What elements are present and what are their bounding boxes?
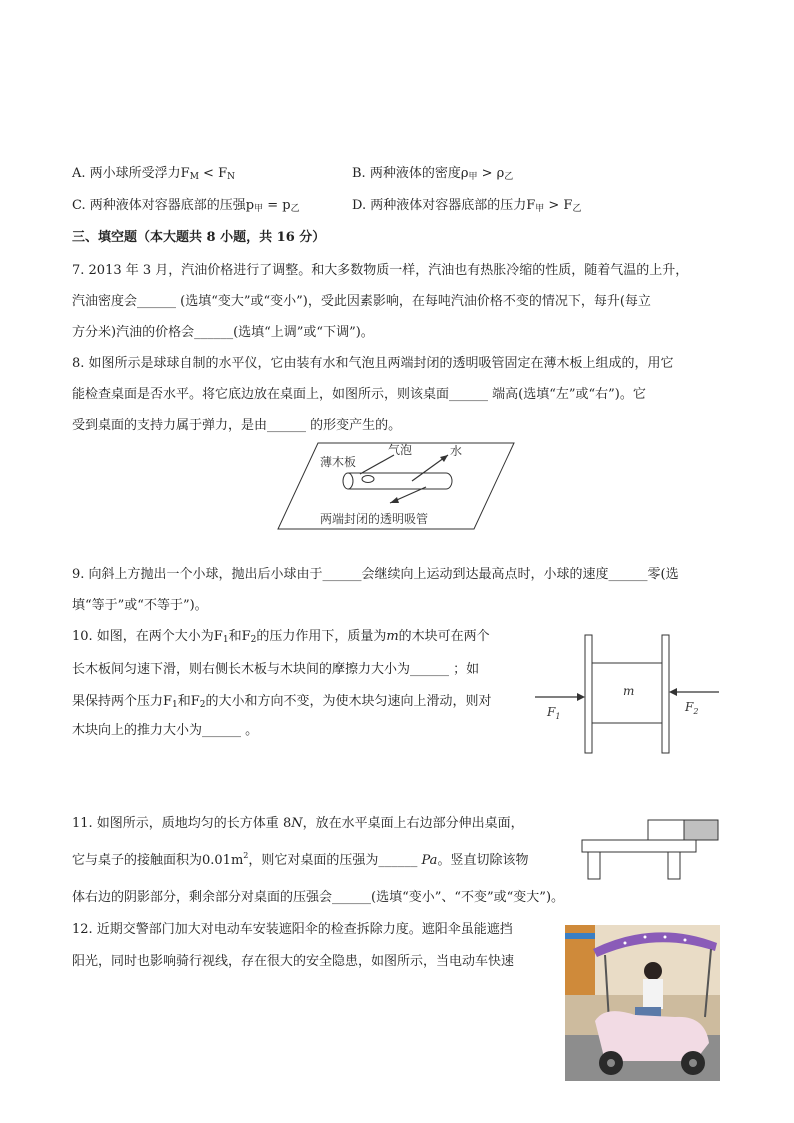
q11-table-figure — [578, 818, 723, 882]
option-a: A. 两小球所受浮力$F_M < F_N$ — [72, 166, 235, 182]
label-board: 薄木板 — [320, 455, 357, 469]
q10-line-3: 果保持两个压力$F_1$和$F_2$的大小和方向不变，为使木块匀速向上滑动，则对 — [72, 694, 492, 710]
q12-line-2: 阳光，同时也影响骑行视线，存在很大的安全隐患，如图所示，当电动车快速 — [72, 954, 515, 969]
label-bubble: 气泡 — [388, 443, 413, 457]
q8-line-3: 受到桌面的支持力属于弹力，是由______ 的形变产生的。 — [72, 418, 402, 433]
q11-line-3: 体右边的阴影部分，剩余部分对桌面的压强会______(选填“变小”、“不变”或“变大”)。 — [72, 890, 565, 905]
q8-level-figure — [278, 441, 518, 531]
q10-boards-figure — [533, 633, 723, 757]
q7-line-1: 7. 2013 年 3 月，汽油价格进行了调整。和大多数物质一样，汽油也有热胀冷缩的性质，随着气温的上升， — [72, 263, 689, 278]
q8-line-1: 8. 如图所示是球球自制的水平仪，它由装有水和气泡且两端封闭的透明吸管固定在薄木板上组成的，用它 — [72, 356, 674, 371]
q8-line-2: 能检查桌面是否水平。将它底边放在桌面上，如图所示，则该桌面______ 端高(选填“左”或“右”)。它 — [72, 387, 646, 402]
scooter-umbrella-photo — [565, 925, 720, 1081]
option-d: D. 两种液体对容器底部的压力$F_甲 > F_乙$ — [352, 198, 582, 214]
table-top — [582, 840, 696, 852]
tube-right-end — [446, 473, 452, 489]
right-board — [662, 635, 669, 753]
label-f1: $F_1$ — [547, 705, 561, 721]
q11-line-2: 它与桌子的接触面积为$0.01m^2$，则它对桌面的压强为______ Pa。竖直切除该物 — [72, 851, 529, 868]
option-c: C. 两种液体对容器底部的压强$p_甲 = p_乙$ — [72, 198, 300, 214]
label-mass: m — [623, 684, 635, 698]
air-bubble — [362, 476, 374, 483]
q10-line-2: 长木板间匀速下滑，则右侧长木板与木块间的摩擦力大小为______ ；如 — [72, 662, 480, 677]
table-leg-right — [668, 852, 680, 879]
table-leg-left — [588, 852, 600, 879]
q10-line-1: 10. 如图，在两个大小为$F_1$和$F_2$的压力作用下，质量为m的木块可在两个 — [72, 629, 490, 645]
label-tube: 两端封闭的透明吸管 — [320, 512, 429, 526]
left-board — [585, 635, 592, 753]
option-b: B. 两种液体的密度$\rho_甲 > \rho_乙$ — [352, 166, 514, 182]
tube-left-end — [343, 473, 353, 489]
section-heading: 三、填空题（本大题共 8 小题，共 16 分） — [72, 230, 326, 245]
cuboid-main — [648, 820, 684, 840]
q11-line-1: 11. 如图所示，质地均匀的长方体重 8N，放在水平桌面上右边部分伸出桌面， — [72, 816, 524, 831]
q9-line-1: 9. 向斜上方抛出一个小球，抛出后小球由于______会继续向上运动到达最高点时，小球的速度______零(选 — [72, 567, 679, 582]
q10-line-4: 木块向上的推力大小为______ 。 — [72, 723, 259, 738]
q9-line-2: 填“等于”或“不等于”)。 — [72, 598, 208, 613]
label-water: 水 — [450, 444, 463, 458]
q7-line-3: 方分米)汽油的价格会______(选填“上调”或“下调”)。 — [72, 325, 374, 340]
cuboid-shaded-part — [684, 820, 718, 840]
q7-line-2: 汽油密度会______ (选填“变大”或“变小”)，受此因素影响，在每吨汽油价格不变的情况下，每升(每立 — [72, 294, 651, 309]
label-f2: $F_2$ — [685, 700, 699, 716]
q12-line-1: 12. 近期交警部门加大对电动车安装遮阳伞的检查拆除力度。遮阳伞虽能遮挡 — [72, 922, 513, 937]
